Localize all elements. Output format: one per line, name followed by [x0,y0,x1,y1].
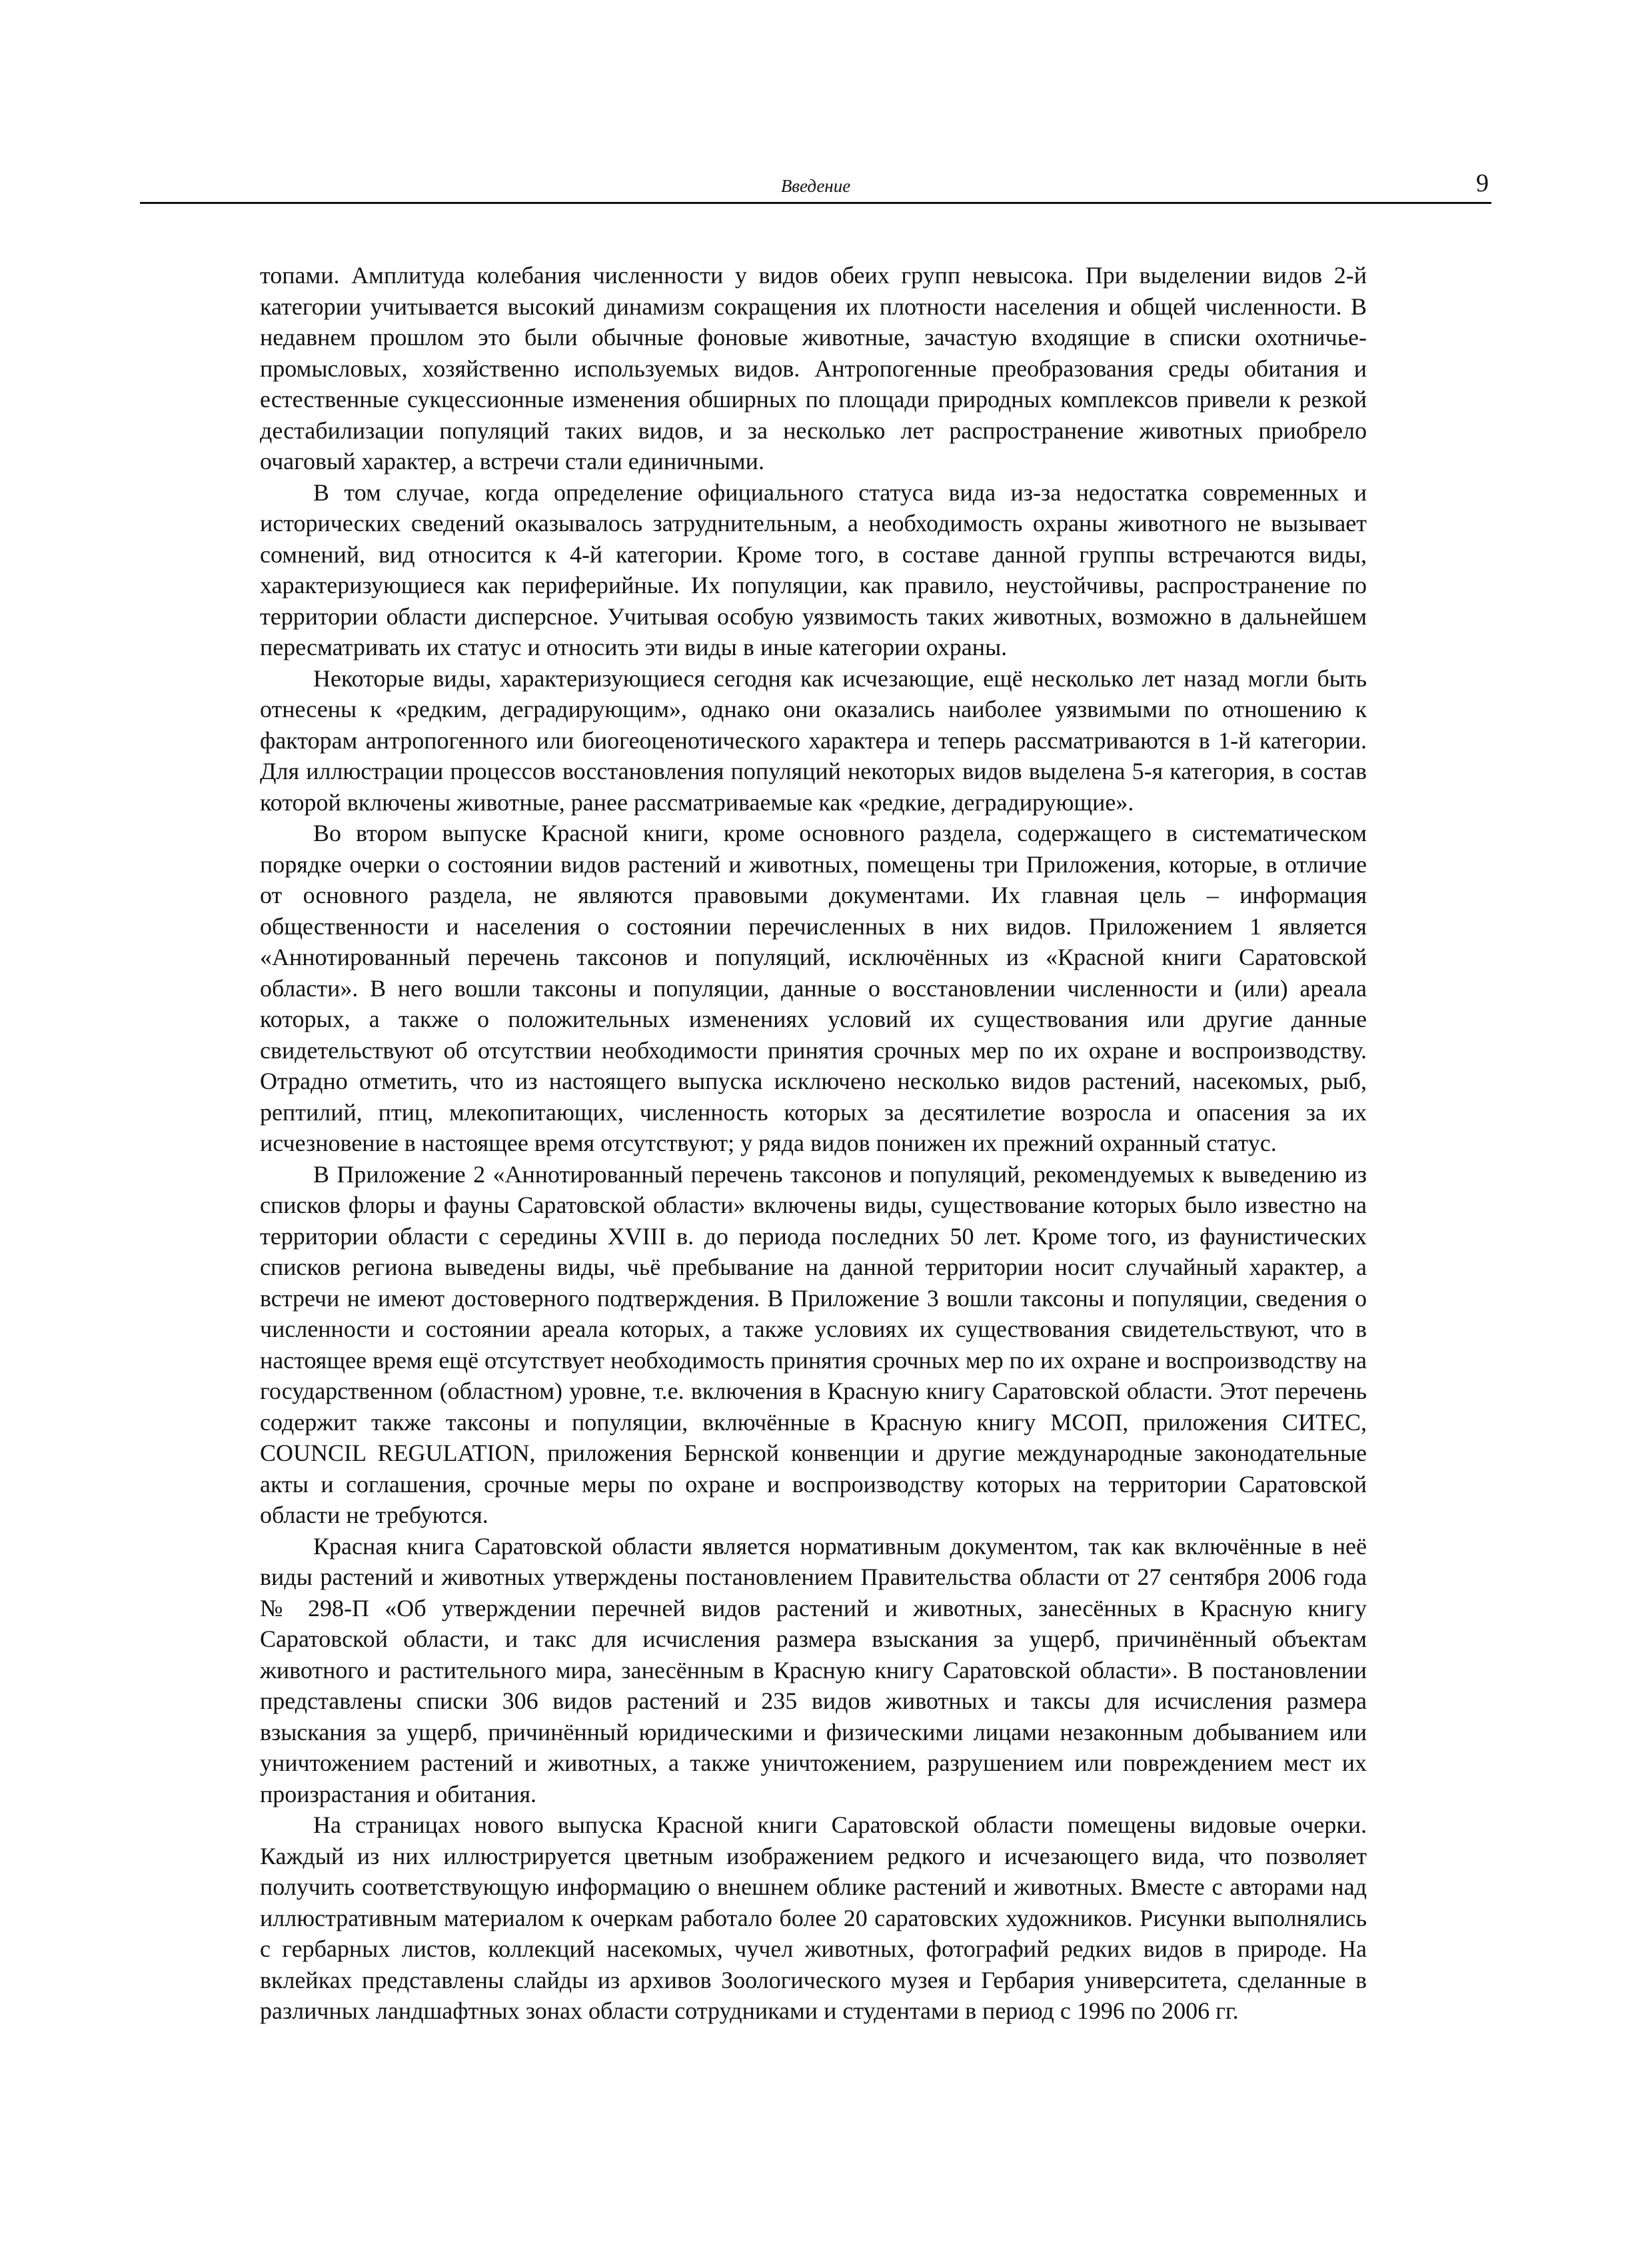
paragraph-continuation: топами. Амплитуда колебания численности у видов обеих групп невысока. При выделении видов 2-й категории учитывается высокий динамизм сокращения их плотности населения и общей численности. В недавнем прошлом это были обычные фоновые животные, зачастую входящие в списки охотничье-промысловых, хозяйственно используемых видов. Антропогенные преобразования среды обитания и естественные сукцессионные изменения обширных по площади природных комплексов привели к резкой дестабилизации популяций таких видов, и за несколько лет распространение животных приобрело очаговый характер, а встречи стали единичными. [260,262,1367,475]
paragraph-category-5: Некоторые виды, характеризующиеся сегодня как исчезающие, ещё несколько лет назад могли быть отнесены к «редким, деградирующим», однако они оказались наиболее уязвимыми по отношению к факторам антропогенного или биогеоценотического характера и теперь рассматриваются в 1-й категории. Для иллюстрации процессов восстановления популяций некоторых видов выделена 5-я категория, в состав которой включены животные, ранее рассматриваемые как «редкие, деградирующие». [260,664,1367,816]
running-header [140,168,1491,204]
paragraph-appendix-1: Во втором выпуске Красной книги, кроме основного раздела, содержащего в систематическом порядке очерки о состоянии видов растений и животных, помещены три Приложения, которые, в отличие от основного раздела, не являются правовыми документами. Их главная цель – информация общественности и населения о состоянии перечисленных в них видов. Приложением 1 является «Аннотированный перечень таксонов и популяций, исключённых из «Красной книги Саратовской области». В него вошли таксоны и популяции, данные о восстановлении численности и (или) ареала которых, а также о положительных изменениях условий их существования или другие данные свидетельствуют об отсутствии необходимости принятия срочных мер по их охране и воспроизводству. Отрадно отметить, что из настоящего выпуска исключено несколько видов растений, насекомых, рыб, рептилий, птиц, млекопитающих, численность которых за десятилетие возросла и опасения за их исчезновение в настоящее время отсутствуют; у ряда видов понижен их прежний охранный статус. [260,820,1367,1156]
page-number: 9 [1476,169,1489,197]
header-rule [140,202,1491,204]
paragraph-appendix-2-3: В Приложение 2 «Аннотированный перечень таксонов и популяций, рекомендуемых к выведению из списков флоры и фауны Саратовской области» включены виды, существование которых было известно на территории области с середины XVIII в. до периода последних 50 лет. Кроме того, из фаунистических списков региона выведены виды, чьё пребывание на данной территории носит случайный характер, а встречи не имеют достоверного подтверждения. В Приложение 3 вошли таксоны и популяции, сведения о численности и состоянии ареала которых, а также условиях их существования свидетельствуют, что в настоящее время ещё отсутствует необходимость принятия срочных мер по их охране и воспроизводству на государственном (областном) уровне, т.е. включения в Красную книгу Саратовской области. Этот перечень содержит также таксоны и популяции, включённые в Красную книгу МСОП, приложения СИТЕС, COUNCIL REGULATION, приложения Бернской конвенции и другие международные законодательные акты и соглашения, срочные меры по охране и воспроизводству которых на территории Саратовской области не требуются. [260,1160,1367,1528]
body-text [260,260,1367,2027]
paragraph-category-4: В том случае, когда определение официального статуса вида из-за недостатка современных и исторических сведений оказывалось затруднительным, а необходимость охраны животного не вызывает сомнений, вид относится к 4-й категории. Кроме того, в составе данной группы встречаются виды, характеризующиеся как периферийные. Их популяции, как правило, неустойчивы, распространение по территории области дисперсное. Учитывая особую уязвимость таких животных, возможно в дальнейшем пересматривать их статус и относить эти виды в иные категории охраны. [260,479,1367,660]
paragraph-illustrations: На страницах нового выпуска Красной книги Саратовской области помещены видовые очерки. Каждый из них иллюстрируется цветным изображением редкого и исчезающего вида, что позволяет получить соответствующую информацию о внешнем облике растений и животных. Вместе с авторами над иллюстративным материалом к очеркам работало более 20 саратовских художников. Рисунки выполнялись с гербарных листов, коллекций насекомых, чучел животных, фотографий редких видов в природе. На вклейках представлены слайды из архивов Зоологического музея и Гербария университета, сделанные в различных ландшафтных зонах области сотрудниками и студентами в период с 1996 по 2006 гг. [260,1811,1367,2024]
running-header-title: Введение [780,176,851,196]
paragraph-normative-document: Красная книга Саратовской области является нормативным документом, так как включённые в неё виды растений и животных утверждены постановлением Правительства области от 27 сентября 2006 года № 298-П «Об утверждении перечней видов растений и животных, занесённых в Красную книгу Саратовской области, и такс для исчисления размера взыскания за ущерб, причинённый объектам животного и растительного мира, занесённым в Красную книгу Саратовской области». В постановлении представлены списки 306 видов растений и 235 видов животных и таксы для исчисления размера взыскания за ущерб, причинённый юридическими и физическими лицами незаконным добыванием или уничтожением растений и животных, а также уничтожением, разрушением или повреждением мест их произрастания и обитания. [260,1532,1367,1807]
